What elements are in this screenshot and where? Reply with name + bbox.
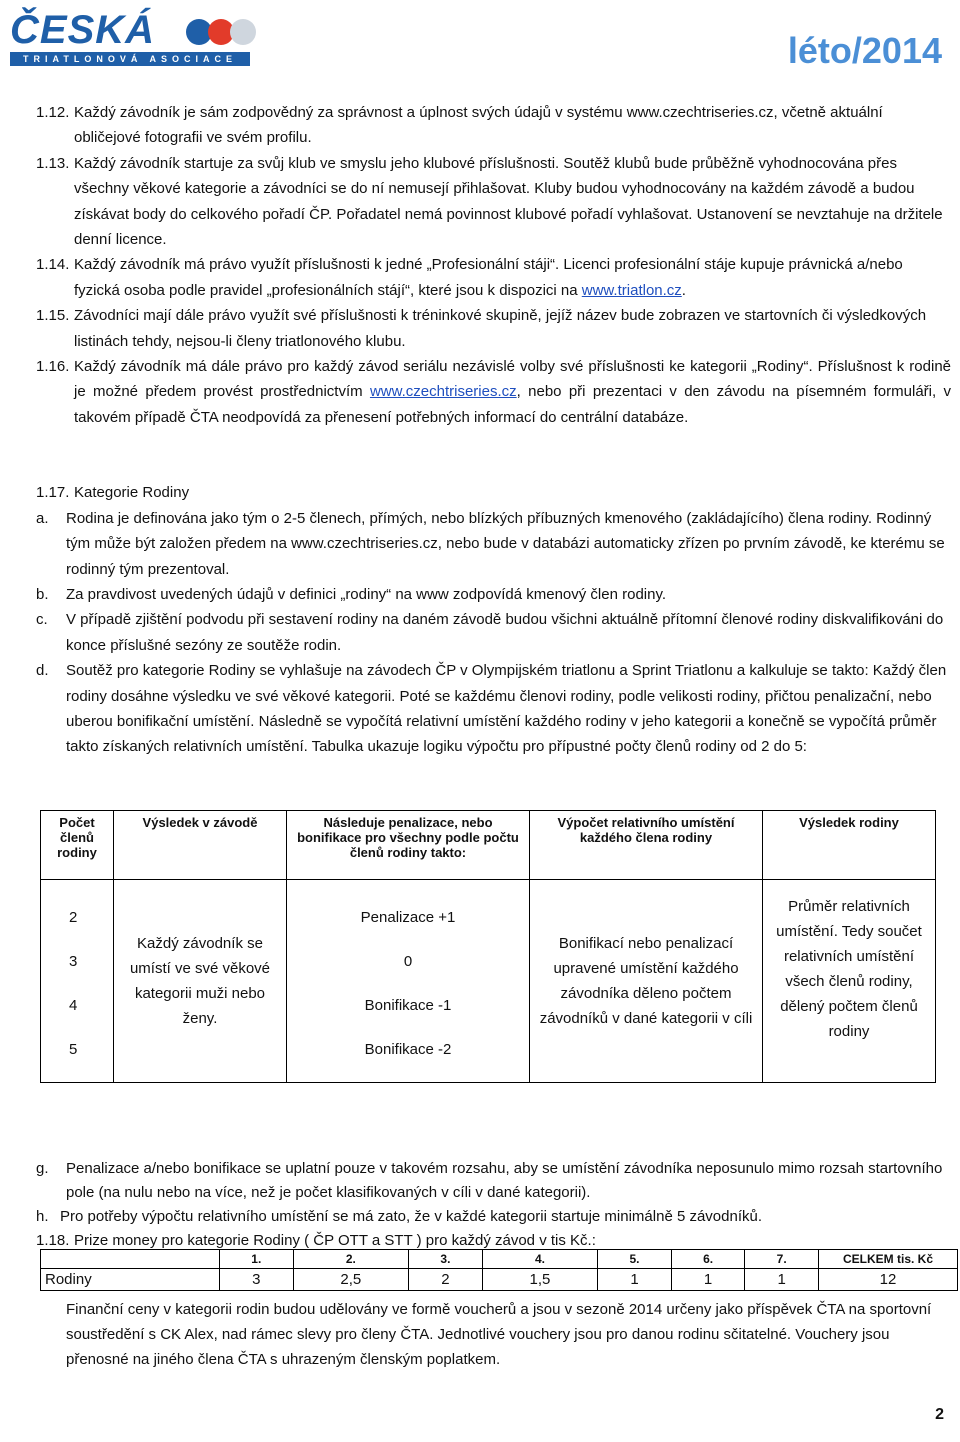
- table-cell: 1: [745, 1269, 819, 1291]
- paragraph-1-16: [36, 354, 951, 430]
- table-header: Počet členů rodiny: [41, 811, 114, 880]
- paragraph-1-13: [36, 151, 951, 253]
- table-header: Následuje penalizace, nebo bonifikace pro všechny podle počtu členů rodiny takto:: [287, 811, 530, 880]
- member-count: 3: [69, 953, 78, 970]
- list-item-d: [36, 658, 951, 760]
- member-count: 4: [69, 997, 78, 1014]
- paragraph-1-17: [36, 480, 951, 505]
- paragraph-text: Každý závodník je sám zodpovědný za správnost a úplnost svých údajů v systému www.czechtriseries.cz, včetně aktuální obličejové fotografii ve svém profilu.: [74, 104, 883, 147]
- paragraph-number: 1.18.: [36, 1232, 70, 1249]
- table-cell: Rodiny: [41, 1269, 220, 1291]
- page-header: [0, 0, 960, 80]
- table-header-row: [41, 811, 936, 880]
- paragraph-text-part: Každý závodník má dále právo pro každý závod seriálu nezávislé volby své příslušnosti ke kategorii „Rodiny“. Příslušnost k rodině je možné předem provést prostřednictvím: [74, 358, 951, 401]
- paragraph-number: 1.13.: [36, 154, 70, 172]
- triatlon-link[interactable]: www.triatlon.cz: [581, 281, 682, 299]
- list-text: V případě zjištění podvodu při sestavení rodiny na daném závodě budou všichni aktuálně přítomní členové rodiny diskvalifikováni do konce příslušné sezóny ze soutěže rodin.: [66, 611, 944, 654]
- table-header: 6.: [671, 1250, 745, 1269]
- table-header: [41, 1250, 220, 1269]
- paragraph-text-part: Každý závodník má právo využít příslušnosti k jedné „Profesionální stáji“. Licenci profesionální stáje kupuje právnická a/nebo fyzická osoba podle pravidel „profesionálních stájí“, které jsou k dispozici na: [74, 256, 903, 299]
- family-result-cell: Průměr relativních umístění. Tedy součet relativních umístění všech členů rodiny, dělený počtem členů rodiny: [763, 880, 936, 1083]
- paragraph-1-15: [36, 303, 951, 354]
- list-text: Za pravdivost uvedených údajů v definici „rodiny“ na www zodpovídá kmenový člen rodiny.: [66, 585, 667, 603]
- table-cell: 1: [671, 1269, 745, 1291]
- paragraph-number: 1.17.: [36, 484, 70, 502]
- table-header: 4.: [482, 1250, 598, 1269]
- race-result-cell: Každý závodník se umístí ve své věkové kategorii muži nebo ženy.: [114, 880, 287, 1083]
- list-marker: h.: [36, 1208, 49, 1225]
- table-header: 5.: [598, 1250, 672, 1269]
- paragraph-text: [74, 252, 951, 303]
- list-item-h: [36, 1205, 951, 1229]
- table-header: 7.: [745, 1250, 819, 1269]
- adjustment-value: Bonifikace -1: [364, 997, 452, 1014]
- season-title: léto/2014: [787, 30, 942, 71]
- paragraph-1-14: [36, 252, 951, 303]
- page-number: 2: [935, 1406, 944, 1423]
- table-header: 3.: [409, 1250, 483, 1269]
- paragraph-number: 1.15.: [36, 307, 70, 325]
- family-calculation-table: [40, 810, 936, 1083]
- list-text: Soutěž pro kategorie Rodiny se vyhlašuje na závodech ČP v Olympijském triatlonu a Sprint Triatlonu a kalkuluje se takto: Každý člen rodiny dosáhne výsledku ve své věkové kategorii. Poté se každému členovi rodiny, podle velikosti rodiny, přičtou penalizační, nebo uberou bonifikační umístění. Následně se vypočítá relativní umístění každého rodiny v jeho kategorii a konečně se vypočítá průměr takto získaných relativních umístění. Tabulka ukazuje logiku výpočtu pro přípustné počty členů rodiny od 2 do 5:: [66, 662, 947, 756]
- table-row: [41, 1269, 958, 1291]
- paragraph-1-12: [36, 100, 951, 151]
- paragraph-text: Závodníci mají dále právo využít své příslušnosti k tréninkové skupině, jejíž název bude zobrazen ve startovních či výsledkových listinách tehdy, nejsou-li členy triatlonového klubu.: [74, 307, 927, 350]
- table-cell: 1,5: [482, 1269, 598, 1291]
- list-text: Pro potřeby výpočtu relativního umístění se má zato, že v každé kategorii startuje minimálně 5 závodníků.: [60, 1208, 763, 1225]
- notes-g-h: [36, 1157, 951, 1253]
- table-header: CELKEM tis. Kč: [819, 1250, 958, 1269]
- paragraph-text: Kategorie Rodiny: [74, 484, 190, 502]
- list-marker: d.: [36, 662, 49, 680]
- paragraph-text: Každý závodník startuje za svůj klub ve smyslu jeho klubové příslušnosti. Soutěž klubů bude průběžně vyhodnocována přes všechny věkové kategorie a závodníci se do ní nemusejí přihlašovat. Kluby budou vyhodnocovány na každém závodě a budou získávat body do celkového pořadí ČP. Pořadatel nemá povinnost klubové pořadí vyhlašovat. Ustanovení se nevztahuje na držitele denní licence.: [74, 154, 943, 249]
- list-marker: g.: [36, 1160, 49, 1177]
- table-header: Výpočet relativního umístění každého člena rodiny: [530, 811, 763, 880]
- member-count-cell: [41, 880, 114, 1083]
- paragraph-text-part: .: [681, 281, 686, 299]
- list-item-b: [36, 582, 951, 607]
- prize-note: Finanční ceny v kategorii rodin budou udělovány ve formě voucherů a jsou v sezoně 2014 určeny jako příspěvek ČTA na sportovní soustředění s CK Alex, nad rámec slevy pro členy ČTA. Jednotlivé vouchery jsou pro danou rodinu sčitatelné. Vouchery jsou přenosné na jiného člena ČTA s uhrazeným členským poplatkem.: [66, 1301, 932, 1368]
- table-cell: 12: [819, 1269, 958, 1291]
- czechtriseries-link[interactable]: www.czechtriseries.cz: [369, 383, 517, 401]
- member-count: 5: [69, 1041, 78, 1058]
- paragraph-number: 1.14.: [36, 256, 70, 274]
- paragraph-text: Prize money pro kategorie Rodiny ( ČP OTT a STT ) pro každý závod v tis Kč.:: [74, 1232, 596, 1249]
- list-item-c: [36, 607, 951, 658]
- table-header: 2.: [293, 1250, 409, 1269]
- list-text: Penalizace a/nebo bonifikace se uplatní pouze v takovém rozsahu, aby se umístění závodníka neposunulo mimo rozsah startovního pole (na nulu nebo na více, než je počet klasifikovaných v cíli v dané kategorii).: [66, 1160, 943, 1201]
- logo-subtitle: TRIATLONOVÁ ASOCIACE: [10, 52, 250, 66]
- list-marker: c.: [36, 611, 48, 629]
- table-header: 1.: [220, 1250, 294, 1269]
- table-header: Výsledek v závodě: [114, 811, 287, 880]
- relative-placement-cell: Bonifikací nebo penalizací upravené umístění každého závodníka děleno počtem závodníků v dané kategorii v cíli: [530, 880, 763, 1083]
- member-count: 2: [69, 909, 78, 926]
- list-item-g: [36, 1157, 951, 1205]
- document-body: [36, 100, 951, 760]
- list-text: Rodina je definována jako tým o 2-5 členech, přímých, nebo blízkých příbuzných kmenového (zakládajícího) člena rodiny. Rodinný tým může být založen předem na www.czechtriseries.cz, nebo bude v databázi automaticky zřízen po prvním závodě, ke kterému se rodinný tým prezentoval.: [66, 509, 945, 578]
- adjustment-value: Bonifikace -2: [364, 1041, 452, 1058]
- logo-circles-icon: [185, 12, 260, 52]
- adjustment-value: 0: [403, 953, 413, 970]
- table-header: Výsledek rodiny: [763, 811, 936, 880]
- table-cell: 2,5: [293, 1269, 409, 1291]
- list-marker: a.: [36, 509, 49, 527]
- list-item-a: [36, 506, 951, 582]
- paragraph-number: 1.12.: [36, 104, 70, 121]
- adjustment-value: Penalizace +1: [360, 909, 456, 926]
- table-cell: 2: [409, 1269, 483, 1291]
- logo-text: ČESKÁ: [10, 8, 156, 52]
- paragraph-number: 1.16.: [36, 358, 70, 376]
- table-cell: 3: [220, 1269, 294, 1291]
- table-row: [41, 880, 936, 1083]
- cta-logo: [10, 8, 250, 68]
- paragraph-text: [74, 354, 951, 430]
- adjustment-cell: [287, 880, 530, 1083]
- table-header-row: [41, 1250, 958, 1269]
- list-marker: b.: [36, 585, 49, 603]
- prize-money-table: [40, 1249, 958, 1291]
- table-cell: 1: [598, 1269, 672, 1291]
- paragraph-text-part: , nebo při prezentaci v den závodu na písemném formuláři, v takovém případě ČTA neodpovídá za přenesení potřebných informací do centrální databáze.: [74, 383, 951, 426]
